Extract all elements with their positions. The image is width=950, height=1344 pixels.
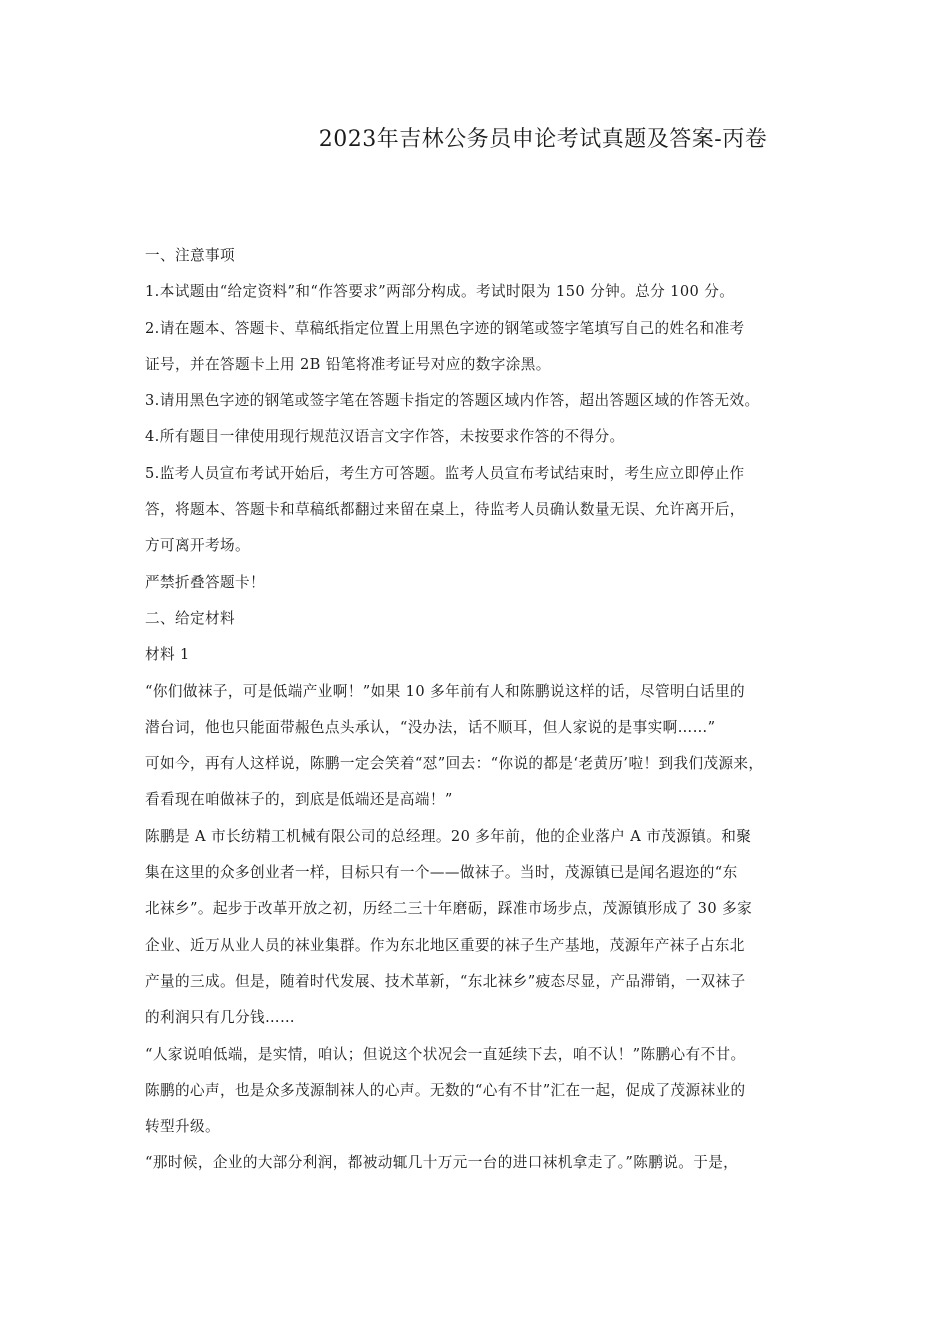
text-line: “人家说咱低端，是实情，咱认；但说这个状况会一直延续下去，咱不认！”陈鹏心有不甘。: [145, 1045, 746, 1063]
text-line: 材料 1: [145, 646, 190, 664]
text-line: 二、给定材料: [145, 609, 235, 627]
text-line: 1.本试题由“给定资料”和“作答要求”两部分构成。考试时限为 150 分钟。总分 100 分。: [145, 283, 735, 301]
text-line: 方可离开考场。: [145, 537, 250, 555]
text-line: 陈鹏是 A 市长纺精工机械有限公司的总经理。20 多年前，他的企业落户 A 市茂源镇。和聚: [145, 827, 752, 845]
text-line: 潜台词，他也只能面带赧色点头承认，“没办法，话不顺耳，但人家说的是事实啊……”: [145, 718, 716, 736]
text-line: 陈鹏的心声，也是众多茂源制袜人的心声。无数的“心有不甘”汇在一起，促成了茂源袜业的: [145, 1081, 746, 1099]
text-line: “你们做袜子，可是低端产业啊！”如果 10 多年前有人和陈鹏说这样的话，尽管明白话里的: [145, 682, 745, 700]
text-line: 严禁折叠答题卡！: [145, 573, 265, 591]
text-line: 看看现在咱做袜子的，到底是低端还是高端！”: [145, 791, 453, 809]
text-line: 证号，并在答题卡上用 2B 铅笔将准考证号对应的数字涂黑。: [145, 355, 551, 373]
text-line: 转型升级。: [145, 1118, 220, 1136]
text-line: 3.请用黑色字迹的钢笔或签字笔在答题卡指定的答题区域内作答，超出答题区域的作答无效。: [145, 392, 760, 410]
text-line: 可如今，再有人这样说，陈鹏一定会笑着“怼”回去：“你说的都是‘老黄历’啦！到我们茂源来，: [145, 755, 764, 773]
text-line: “那时候，企业的大部分利润，都被动辄几十万元一台的进口袜机拿走了。”陈鹏说。于是，: [145, 1154, 739, 1172]
text-line: 一、注意事项: [145, 247, 235, 264]
text-line: 2.请在题本、答题卡、草稿纸指定位置上用黑色字迹的钢笔或签字笔填写自己的姓名和准考: [145, 319, 745, 337]
text-line: 集在这里的众多创业者一样，目标只有一个——做袜子。当时，茂源镇已是闻名遐迩的“东: [145, 864, 738, 882]
document-body: [145, 245, 905, 1189]
text-line: 5.监考人员宣布考试开始后，考生方可答题。监考人员宣布考试结束时，考生应立即停止作: [145, 464, 745, 482]
text-line: 的利润只有几分钱……: [145, 1009, 295, 1027]
text-line: 4.所有题目一律使用现行规范汉语言文字作答，未按要求作答的不得分。: [145, 428, 625, 446]
text-line: 产量的三成。但是，随着时代发展、技术革新，“东北袜乡”疲态尽显，产品滞销，一双袜子: [145, 972, 746, 990]
text-line: 答，将题本、答题卡和草稿纸都翻过来留在桌上，待监考人员确认数量无误、允许离开后，: [145, 501, 745, 519]
text-line: 企业、近万从业人员的袜业集群。作为东北地区重要的袜子生产基地，茂源年产袜子占东北: [145, 936, 745, 954]
text-line: 北袜乡”。起步于改革开放之初，历经二三十年磨砺，踩准市场步点，茂源镇形成了 30 多家: [145, 900, 753, 918]
document-title: 2023年吉林公务员申论考试真题及答案-丙卷: [318, 127, 768, 152]
